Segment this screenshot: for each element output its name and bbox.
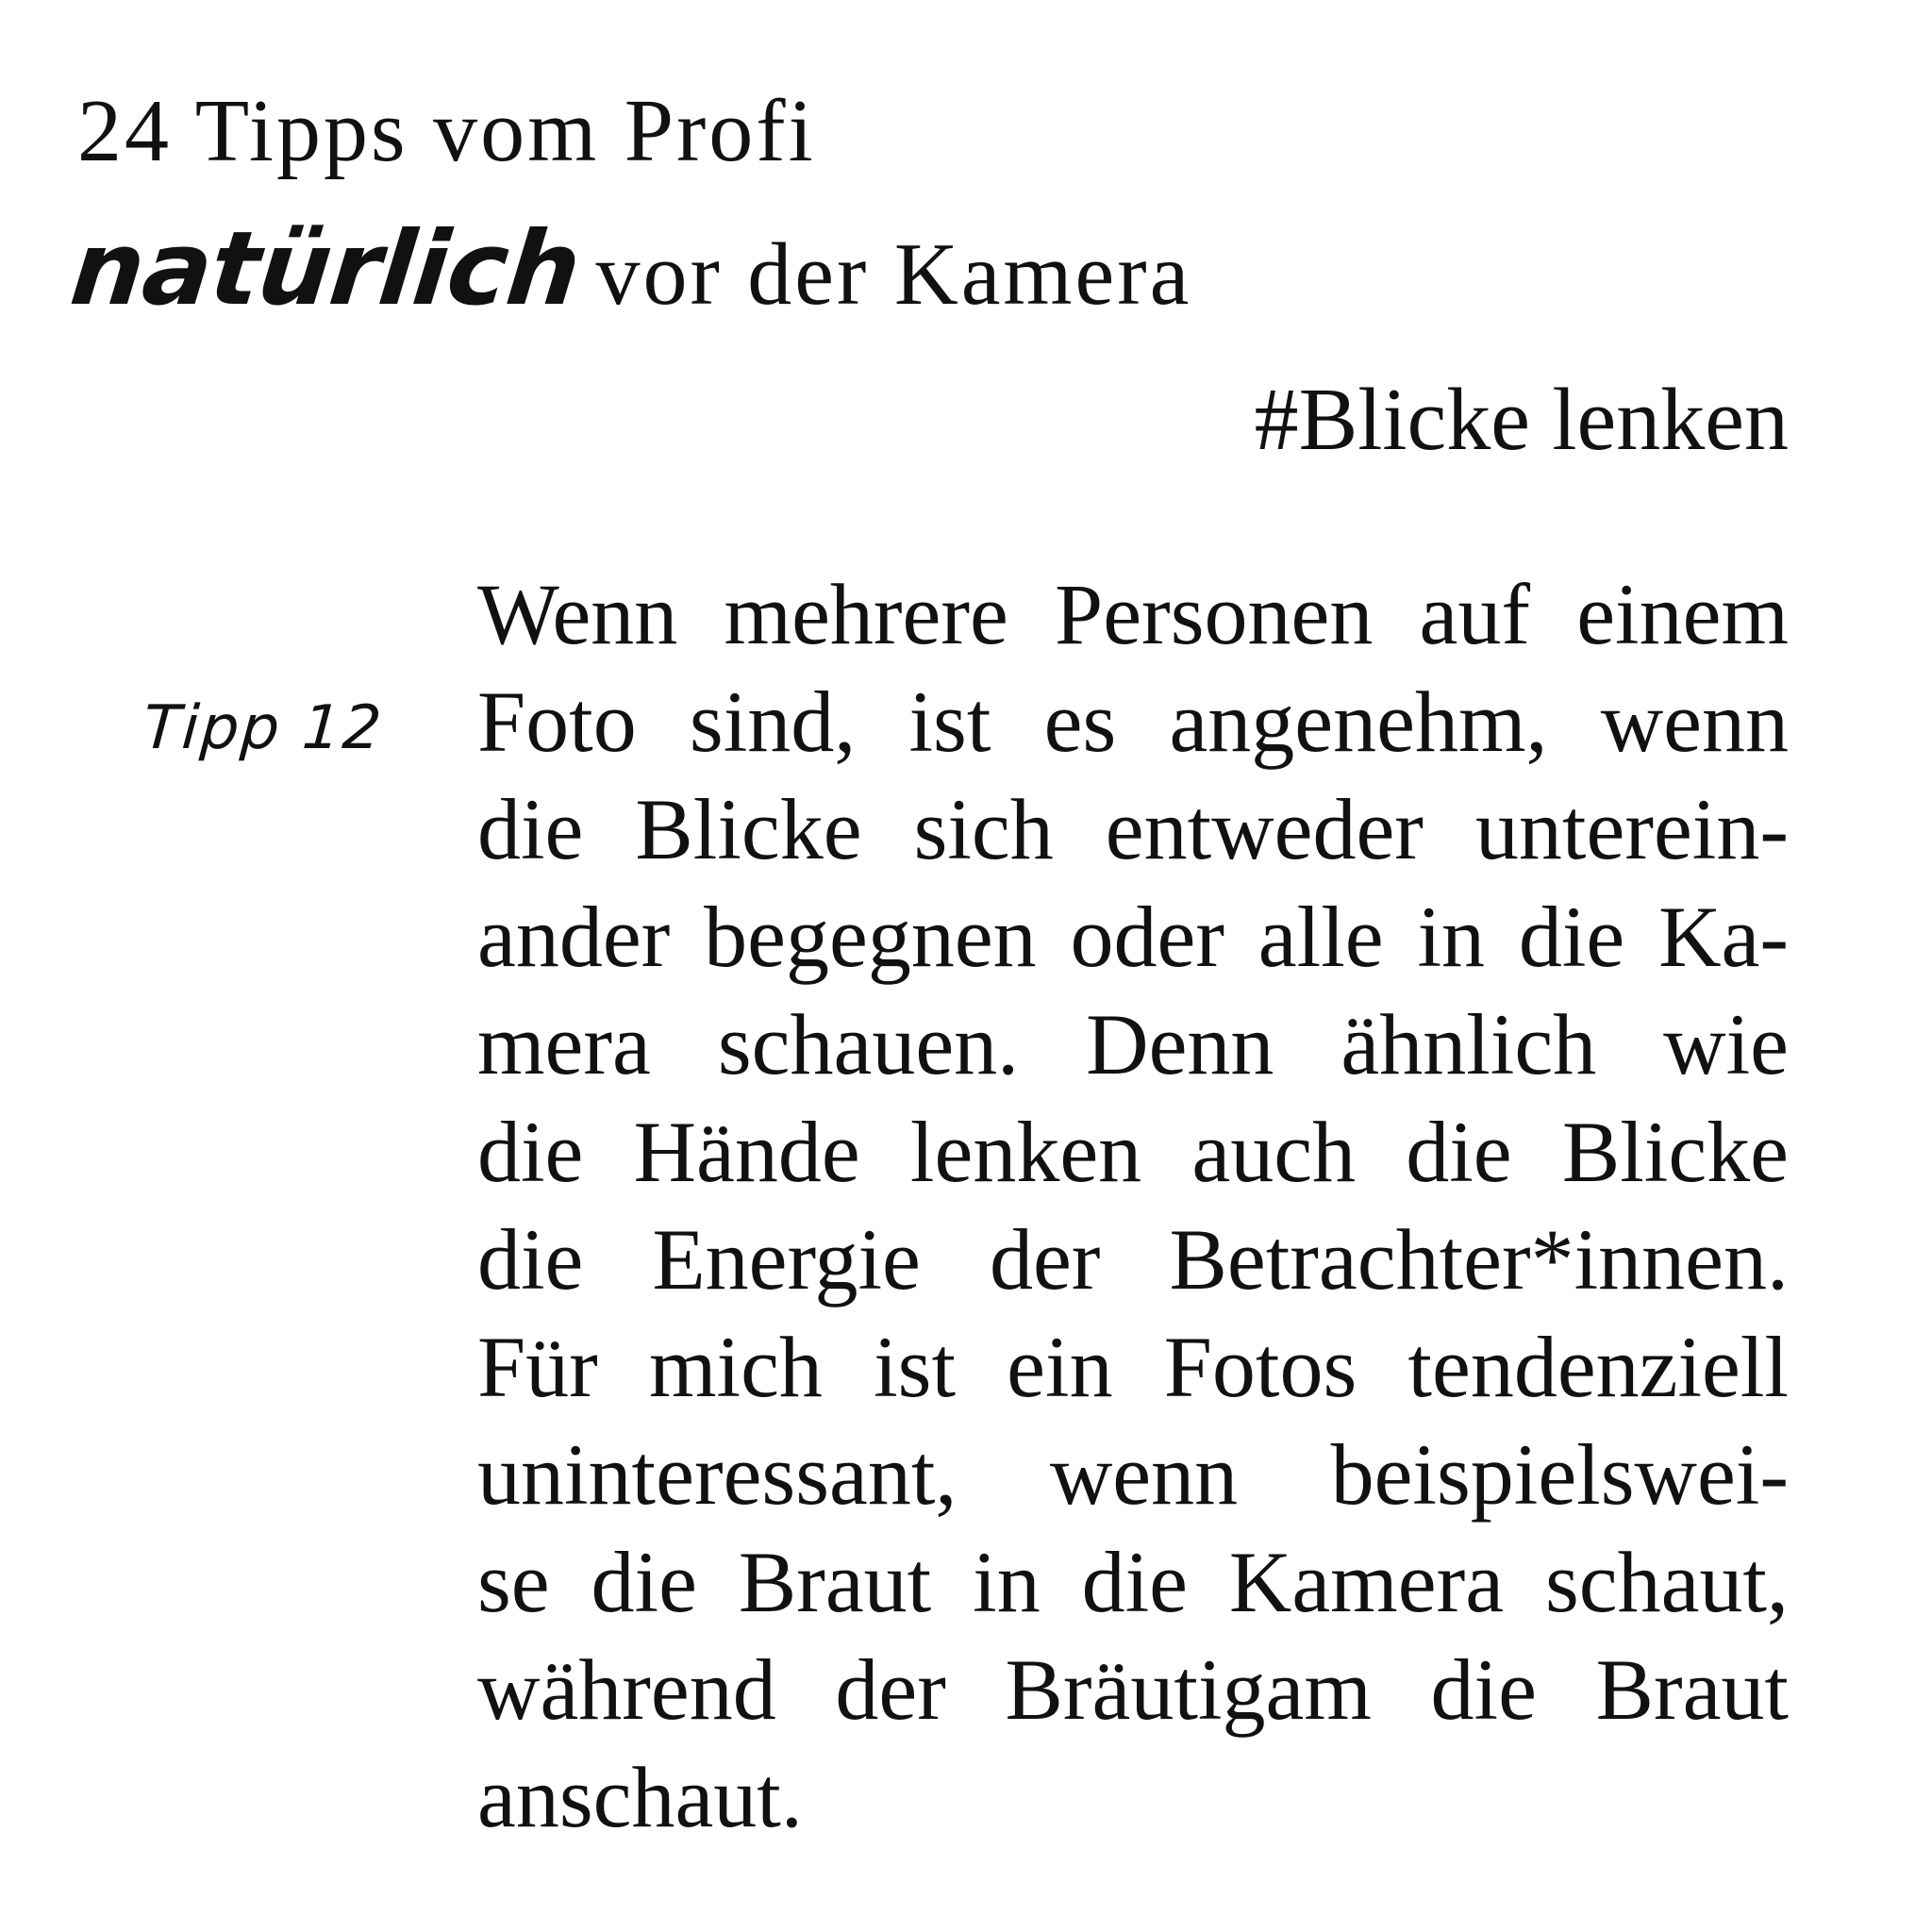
page-title: 24 Tipps vom Profi [77,82,816,180]
body-line: Wenn mehrere Personen auf einem [477,566,1789,662]
page-subtitle [65,210,1192,328]
body-line: se die Braut in die Kamera schaut, [477,1534,1789,1630]
body-line: anschaut. [477,1749,803,1845]
tip-body-text [477,560,1789,1851]
body-line: Für mich ist ein Fotos tendenziell [477,1319,1789,1415]
body-line: mera schauen. Denn ähnlich wie [477,996,1789,1092]
body-line: die Energie der Betrachter*innen. [477,1211,1789,1307]
body-line: Foto sind, ist es angenehm, wenn [477,674,1789,770]
body-line: die Hände lenken auch die Blicke [477,1104,1789,1200]
body-line: während der Bräutigam die Braut [477,1641,1789,1738]
body-line: uninteressant, wenn beispielswei- [477,1426,1789,1523]
topic-hashtag: #Blicke lenken [1254,371,1789,469]
tip-number-label: Tipp 12 [141,693,386,763]
subtitle-rest: vor der Kamera [595,225,1192,324]
body-line: ander begegnen oder alle in die Ka- [477,889,1789,985]
subtitle-script-word: natürlich [65,210,586,328]
body-line: die Blicke sich entweder unterein- [477,781,1789,877]
